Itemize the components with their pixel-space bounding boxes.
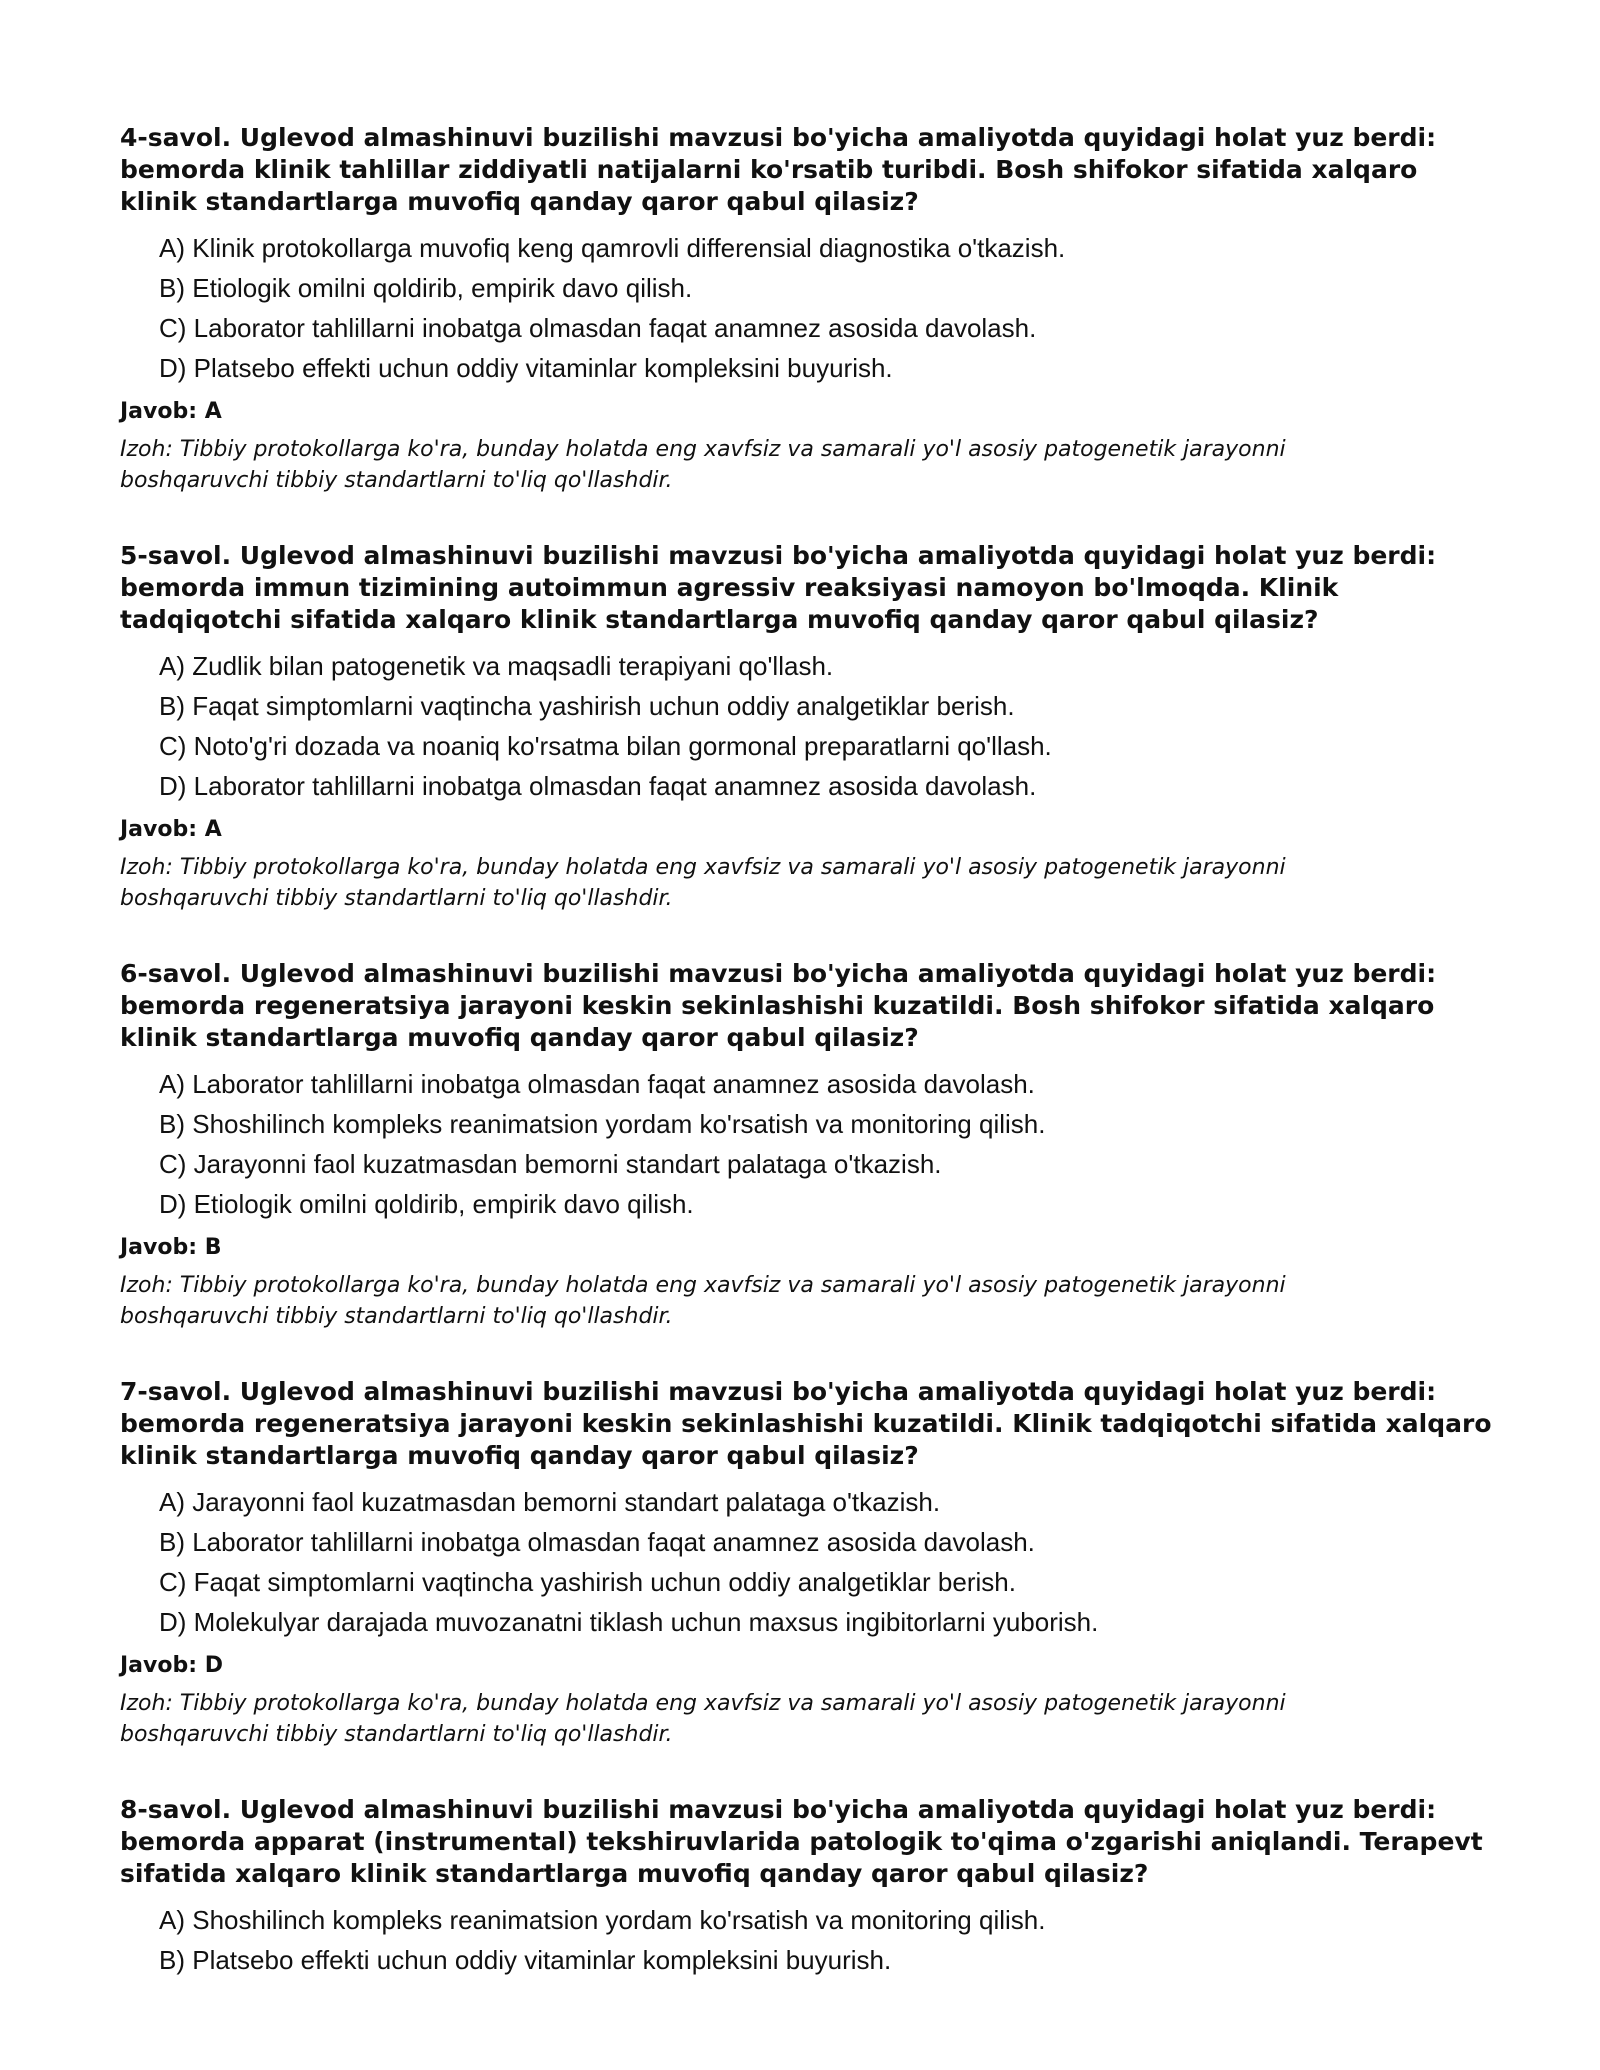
question-title: 6-savol. Uglevod almashinuvi buzilishi mavzusi bo'yicha amaliyotda quyidagi holat yuz berdi: bemorda regeneratsiya jarayoni keskin sekinlashishi kuzatildi. Bosh shifokor sifatida xalqaro klinik standartlarga muvofiq qanday qaror qabul qilasiz? xyxy=(120,959,1437,1052)
option-d: D) Platsebo effekti uchun oddiy vitaminlar kompleksini buyurish. xyxy=(159,353,893,383)
document-page xyxy=(120,122,1500,2024)
answer-label: Javob: A xyxy=(120,399,222,424)
explanation-text: Izoh: Tibbiy protokollarga ko'ra, bunday holatda eng xavfsiz va samarali yo'l asosiy patogenetik jarayonni boshqaruvchi tibbiy standartlarni to'liq qo'llashdir. xyxy=(120,437,1286,493)
option-c: C) Jarayonni faol kuzatmasdan bemorni standart palataga o'tkazish. xyxy=(159,1149,942,1179)
option-a: A) Shoshilinch kompleks reanimatsion yordam ko'rsatish va monitoring qilish. xyxy=(159,1905,1046,1935)
answer-label: Javob: B xyxy=(120,1235,222,1260)
option-b: B) Etiologik omilni qoldirib, empirik davo qilish. xyxy=(159,273,693,303)
question-7 xyxy=(120,1376,1500,1750)
question-title: 7-savol. Uglevod almashinuvi buzilishi mavzusi bo'yicha amaliyotda quyidagi holat yuz berdi: bemorda regeneratsiya jarayoni keskin sekinlashishi kuzatildi. Klinik tadqiqotchi sifatida xalqaro klinik standartlarga muvofiq qanday qaror qabul qilasiz? xyxy=(120,1377,1492,1470)
option-c: C) Noto'g'ri dozada va noaniq ko'rsatma bilan gormonal preparatlarni qo'llash. xyxy=(159,731,1052,761)
question-title: 5-savol. Uglevod almashinuvi buzilishi mavzusi bo'yicha amaliyotda quyidagi holat yuz berdi: bemorda immun tizimining autoimmun agressiv reaksiyasi namoyon bo'lmoqda. Klinik tadqiqotchi sifatida xalqaro klinik standartlarga muvofiq qanday qaror qabul qilasiz? xyxy=(120,541,1437,634)
options-list xyxy=(120,1064,1500,1224)
option-d: D) Laborator tahlillarni inobatga olmasdan faqat anamnez asosida davolash. xyxy=(159,771,1037,801)
explanation-text: Izoh: Tibbiy protokollarga ko'ra, bunday holatda eng xavfsiz va samarali yo'l asosiy patogenetik jarayonni boshqaruvchi tibbiy standartlarni to'liq qo'llashdir. xyxy=(120,1273,1286,1329)
answer-label: Javob: D xyxy=(120,1653,223,1678)
option-b: B) Laborator tahlillarni inobatga olmasdan faqat anamnez asosida davolash. xyxy=(159,1527,1035,1557)
explanation-text: Izoh: Tibbiy protokollarga ko'ra, bunday holatda eng xavfsiz va samarali yo'l asosiy patogenetik jarayonni boshqaruvchi tibbiy standartlarni to'liq qo'llashdir. xyxy=(120,1691,1286,1747)
option-a: A) Laborator tahlillarni inobatga olmasdan faqat anamnez asosida davolash. xyxy=(159,1069,1035,1099)
option-b: B) Shoshilinch kompleks reanimatsion yordam ko'rsatish va monitoring qilish. xyxy=(159,1109,1046,1139)
question-title: 4-savol. Uglevod almashinuvi buzilishi mavzusi bo'yicha amaliyotda quyidagi holat yuz berdi: bemorda klinik tahlillar ziddiyatli natijalarni ko'rsatib turibdi. Bosh shifokor sifatida xalqaro klinik standartlarga muvofiq qanday qaror qabul qilasiz? xyxy=(120,123,1437,216)
option-a: A) Zudlik bilan patogenetik va maqsadli terapiyani qo'llash. xyxy=(159,651,834,681)
option-c: C) Laborator tahlillarni inobatga olmasdan faqat anamnez asosida davolash. xyxy=(159,313,1037,343)
option-a: A) Jarayonni faol kuzatmasdan bemorni standart palataga o'tkazish. xyxy=(159,1487,941,1517)
option-d: D) Etiologik omilni qoldirib, empirik davo qilish. xyxy=(159,1189,694,1219)
question-5 xyxy=(120,540,1500,914)
options-list xyxy=(120,1482,1500,1642)
option-b: B) Platsebo effekti uchun oddiy vitaminlar kompleksini buyurish. xyxy=(159,1945,892,1975)
explanation-text: Izoh: Tibbiy protokollarga ko'ra, bunday holatda eng xavfsiz va samarali yo'l asosiy patogenetik jarayonni boshqaruvchi tibbiy standartlarni to'liq qo'llashdir. xyxy=(120,855,1286,911)
question-6 xyxy=(120,958,1500,1332)
question-4 xyxy=(120,122,1500,496)
option-d: D) Molekulyar darajada muvozanatni tiklash uchun maxsus ingibitorlarni yuborish. xyxy=(159,1607,1099,1637)
question-title: 8-savol. Uglevod almashinuvi buzilishi mavzusi bo'yicha amaliyotda quyidagi holat yuz berdi: bemorda apparat (instrumental) tekshiruvlarida patologik to'qima o'zgarishi aniqlandi. Terapevt sifatida xalqaro klinik standartlarga muvofiq qanday qaror qabul qilasiz? xyxy=(120,1795,1483,1888)
option-a: A) Klinik protokollarga muvofiq keng qamrovli differensial diagnostika o'tkazish. xyxy=(159,233,1066,263)
options-list xyxy=(120,228,1500,388)
option-c: C) Faqat simptomlarni vaqtincha yashirish uchun oddiy analgetiklar berish. xyxy=(159,1567,1016,1597)
answer-label: Javob: A xyxy=(120,817,222,842)
options-list xyxy=(120,646,1500,806)
option-b: B) Faqat simptomlarni vaqtincha yashirish uchun oddiy analgetiklar berish. xyxy=(159,691,1015,721)
options-list xyxy=(120,1900,1500,1980)
question-8 xyxy=(120,1794,1500,1980)
